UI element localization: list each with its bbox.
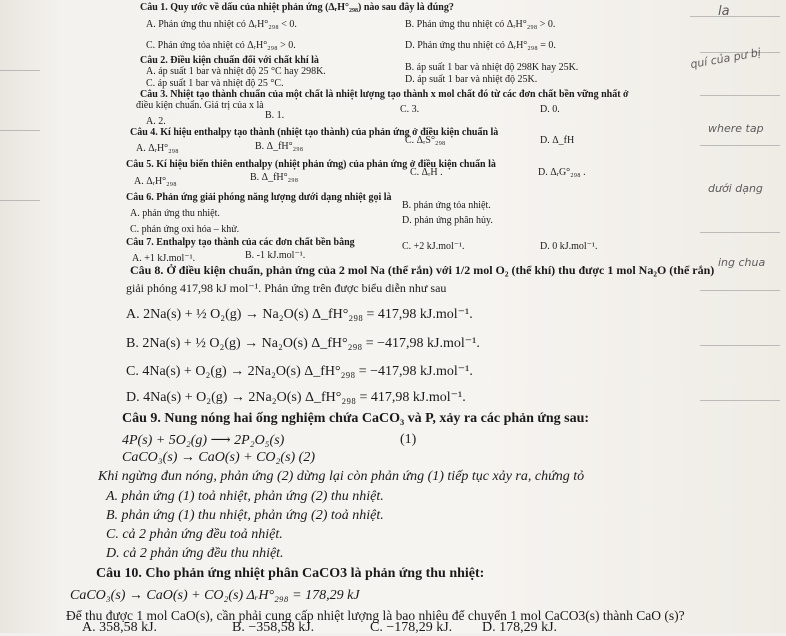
q9-option-c: C. cả 2 phản ứng đều toả nhiệt. — [106, 527, 283, 542]
handwritten-note: dưới dạng — [708, 182, 763, 195]
q8-option-b: B. 2Na(s) + ½ O₂(g) → Na₂O(s) Δ_fH°₂₉₈ = −417,98 kJ.mol⁻¹. — [126, 336, 480, 351]
q5-option-c: C. ΔᵣH . — [410, 167, 443, 178]
q2-option-d: D. áp suất 1 bar và nhiệt độ 25K. — [405, 74, 538, 85]
margin-rule — [690, 16, 780, 17]
q3-option-c: C. 3. — [400, 104, 420, 115]
margin-rule — [700, 95, 780, 96]
q9-option-b: B. phản ứng (1) thu nhiệt, phản ứng (2) toả nhiệt. — [106, 508, 384, 523]
q7-option-d: D. 0 kJ.mol⁻¹. — [540, 241, 598, 252]
q6-option-a: A. phản ứng thu nhiệt. — [130, 208, 220, 219]
q5-option-a: A. ΔᵣH°₂₉₈ — [134, 176, 177, 187]
margin-rule — [700, 345, 780, 346]
q4-option-b: B. Δ_fH°₂₉₈ — [255, 141, 304, 152]
q4-option-d: D. Δ_fH — [540, 135, 575, 146]
q9-option-a: A. phản ứng (1) toả nhiệt, phản ứng (2) thu nhiệt. — [106, 489, 384, 504]
q3-option-d: D. 0. — [540, 104, 560, 115]
q10-stem: Để thu được 1 mol CaO(s), cần phải cung cấp nhiệt lượng là bao nhiêu để chuyển 1 mol CaCO3(s) thành CaO (s)? — [66, 608, 685, 623]
question-1-title: Câu 1. Quy ước về dấu của nhiệt phản ứng (ΔᵣH°₂₉₈) nào sau đây là đúng? — [140, 2, 454, 13]
question-3-title-cont: điều kiện chuẩn. Giá trị của x là — [136, 100, 264, 111]
margin-rule — [0, 70, 40, 71]
q8-option-c: C. 4Na(s) + O₂(g) → 2Na₂O(s) Δ_fH°₂₉₈ = −417,98 kJ.mol⁻¹. — [126, 364, 473, 379]
q4-option-a: A. ΔᵣH°₂₉₈ — [136, 143, 179, 154]
margin-rule — [0, 130, 40, 131]
margin-rule — [700, 145, 780, 146]
q7-option-a: A. +1 kJ.mol⁻¹. — [132, 253, 196, 264]
q9-equation-1: 4P(s) + 5O₂(g) ⟶ 2P₂O₅(s) — [122, 433, 285, 448]
question-9-title: Câu 9. Nung nóng hai ống nghiệm chứa CaCO₃ và P, xảy ra các phản ứng sau: — [122, 411, 590, 426]
q10-equation: CaCO₃(s) → CaO(s) + CO₂(s) ΔᵣH°₂₉₈ = 178,29 kJ — [70, 588, 360, 603]
q6-option-b: B. phản ứng tỏa nhiệt. — [402, 200, 491, 211]
margin-rule — [700, 232, 780, 233]
question-8-title-cont: giải phóng 417,98 kJ mol⁻¹. Phản ứng trên được biểu diễn như sau — [126, 281, 447, 295]
q2-option-a: A. áp suất 1 bar và nhiệt độ 25 °C hay 298K. — [146, 66, 326, 77]
q8-option-d: D. 4Na(s) + O₂(g) → 2Na₂O(s) Δ_fH°₂₉₈ = 417,98 kJ.mol⁻¹. — [126, 390, 466, 405]
q9-equation-1-tag: (1) — [400, 432, 417, 447]
q3-option-a: A. 2. — [146, 116, 166, 127]
q9-equation-2: CaCO₃(s) → CaO(s) + CO₂(s) (2) — [122, 450, 316, 465]
q1-option-a: A. Phản ứng thu nhiệt có ΔᵣH°₂₉₈ < 0. — [146, 19, 297, 30]
q2-option-b: B. áp suất 1 bar và nhiệt độ 298K hay 25K. — [405, 62, 579, 73]
q3-option-b: B. 1. — [265, 110, 285, 121]
q9-option-d: D. cả 2 phản ứng đều thu nhiệt. — [106, 546, 284, 561]
q10-option-c: C. −178,29 kJ. — [370, 620, 453, 635]
question-5-title: Câu 5. Kí hiệu biến thiên enthalpy (nhiệt phản ứng) của phản ứng ở điều kiện chuẩn là — [126, 159, 496, 170]
q8-option-a: A. 2Na(s) + ½ O₂(g) → Na₂O(s) Δ_fH°₂₉₈ = 417,98 kJ.mol⁻¹. — [126, 307, 473, 322]
q1-option-d: D. Phản ứng thu nhiệt có ΔᵣH°₂₉₈ = 0. — [405, 40, 556, 51]
q10-option-a: A. 358,58 kJ. — [82, 620, 158, 635]
q2-option-c: C. áp suất 1 bar và nhiệt độ 25 °C. — [146, 78, 284, 89]
q7-option-c: C. +2 kJ.mol⁻¹. — [402, 241, 465, 252]
q6-option-d: D. phản ứng phân hủy. — [402, 215, 493, 226]
q4-option-c: C. ΔᵣS°₂₉₈ — [405, 135, 446, 146]
q10-option-d: D. 178,29 kJ. — [482, 620, 558, 635]
q1-option-c: C. Phản ứng tỏa nhiệt có ΔᵣH°₂₉₈ > 0. — [146, 40, 296, 51]
handwritten-note: where tap — [708, 122, 764, 135]
question-4-title: Câu 4. Kí hiệu enthalpy tạo thành (nhiệt tạo thành) của phản ứng ở điều kiện chuẩn là — [130, 127, 499, 138]
q7-option-b: B. -1 kJ.mol⁻¹. — [245, 250, 306, 261]
question-10-title: Câu 10. Cho phản ứng nhiệt phân CaCO3 là phản ứng thu nhiệt: — [96, 566, 485, 581]
handwritten-note: ing chua — [718, 256, 766, 269]
question-3-title: Câu 3. Nhiệt tạo thành chuẩn của một chất là nhiệt lượng tạo thành x mol chất đó từ các đơn chất bền vững nhất ở — [140, 89, 629, 100]
question-6-title: Câu 6. Phản ứng giải phóng năng lượng dưới dạng nhiệt gọi là — [126, 192, 392, 203]
q5-option-b: B. Δ_fH°₂₉₈ — [250, 172, 299, 183]
margin-rule — [700, 400, 780, 401]
question-2-title: Câu 2. Điều kiện chuẩn đối với chất khí là — [140, 55, 319, 66]
margin-rule — [0, 200, 40, 201]
q6-option-c: C. phản ứng oxi hóa – khử. — [130, 224, 240, 235]
handwritten-note: la — [718, 4, 730, 19]
q10-option-b: B. −358,58 kJ. — [232, 620, 315, 635]
question-8-title: Câu 8. Ở điều kiện chuẩn, phản ứng của 2 mol Na (thể rắn) với 1/2 mol O₂ (thể khí) thu được 1 mol Na₂O (thể rắn) — [130, 263, 715, 277]
margin-rule — [700, 290, 780, 291]
q1-option-b: B. Phản ứng thu nhiệt có ΔᵣH°₂₉₈ > 0. — [405, 19, 556, 30]
q9-stem: Khi ngừng đun nóng, phản ứng (2) dừng lại còn phản ứng (1) tiếp tục xảy ra, chứng tỏ — [98, 469, 585, 484]
question-7-title: Câu 7. Enthalpy tạo thành của các đơn chất bền bằng — [126, 237, 355, 248]
handwritten-note: quí của pư bị — [689, 45, 762, 72]
q5-option-d: D. ΔᵣG°₂₉₈ . — [538, 167, 586, 178]
